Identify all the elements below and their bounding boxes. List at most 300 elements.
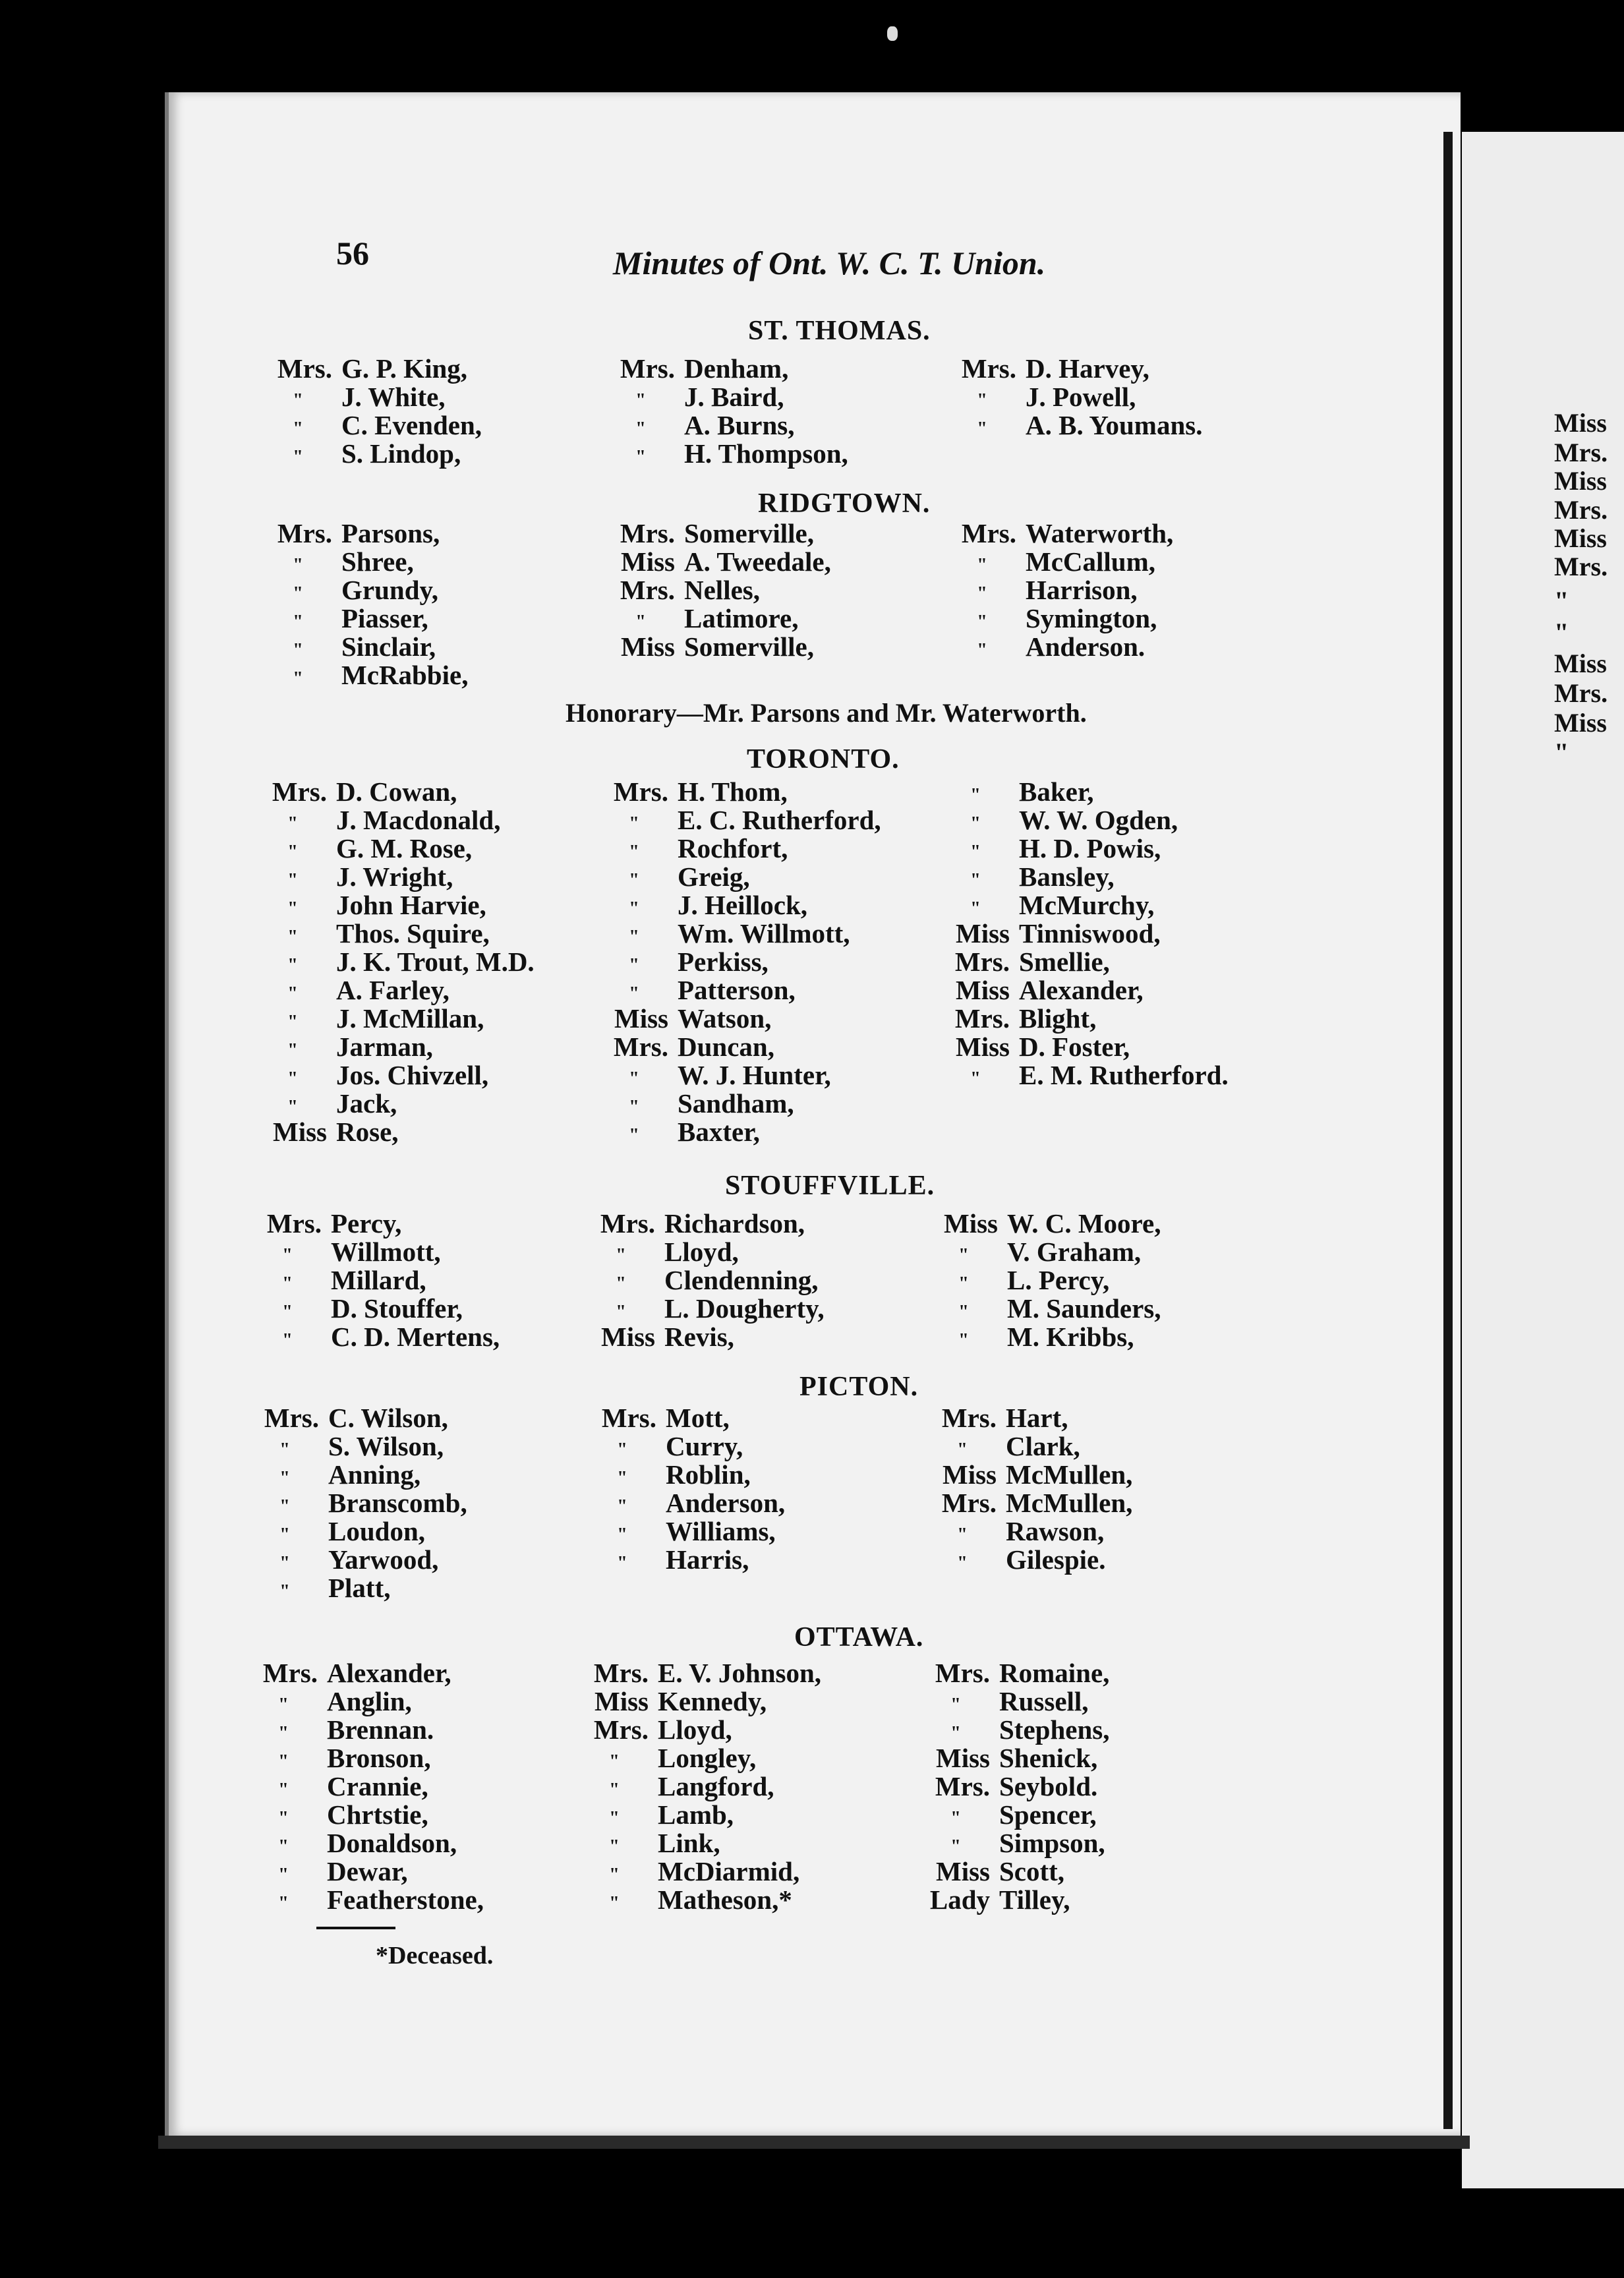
member-title: " [278, 1865, 289, 1885]
member-title: " [629, 983, 639, 1004]
member-title: " [609, 1836, 620, 1857]
member-name: Greig, [678, 862, 750, 892]
member-name: Lloyd, [664, 1237, 739, 1267]
member-title: " [287, 927, 298, 947]
member-entry [580, 1857, 821, 1886]
member-title: " [287, 955, 298, 976]
member-name: Wm. Willmott, [678, 918, 850, 949]
member-entry [928, 1432, 1132, 1461]
member-title: " [977, 583, 987, 604]
member-name: McRabbie, [341, 660, 469, 690]
member-title: " [616, 1302, 626, 1322]
member-title: Mrs. [262, 1658, 318, 1688]
member-title: Mrs. [601, 1403, 656, 1433]
member-entry [249, 1857, 484, 1886]
member-title: " [617, 1468, 627, 1488]
member-entry [606, 440, 848, 468]
member-name: Bansley, [1019, 862, 1115, 892]
member-entry [249, 1801, 484, 1829]
member-entry [921, 1744, 1109, 1772]
member-title: Mrs. [593, 1658, 649, 1688]
member-title: " [617, 1525, 627, 1545]
member-entry [250, 1432, 467, 1461]
member-name: Duncan, [678, 1032, 774, 1062]
member-name: D. Foster, [1019, 1032, 1130, 1062]
member-title: " [635, 612, 646, 632]
member-name: A. Farley, [336, 975, 450, 1005]
member-title: " [282, 1302, 293, 1322]
member-name: McDiarmid, [658, 1856, 800, 1886]
member-title: Mrs. [620, 353, 675, 384]
member-title: Mrs. [961, 353, 1016, 384]
member-entry [941, 1005, 1229, 1033]
member-entry [941, 976, 1229, 1005]
member-title: " [950, 1723, 961, 1743]
member-name: V. Graham, [1007, 1237, 1142, 1267]
member-name: J. Heillock, [678, 890, 808, 920]
member-title: " [279, 1553, 290, 1573]
member-title: " [970, 785, 981, 805]
picton-column-2 [588, 1404, 785, 1574]
member-name: Harris, [666, 1544, 749, 1575]
member-name: A. Tweedale, [684, 546, 831, 577]
facing-page-title: Mrs. [1554, 678, 1608, 708]
member-title: " [958, 1245, 969, 1266]
member-name: Alexander, [1019, 975, 1144, 1005]
member-title: Miss [594, 1686, 649, 1716]
member-name: Lloyd, [658, 1714, 732, 1745]
member-title: " [977, 555, 987, 575]
member-entry [580, 1886, 821, 1914]
member-entry [258, 891, 535, 920]
member-entry [941, 834, 1229, 863]
member-title: Mrs. [272, 776, 327, 807]
member-name: Somerville, [684, 631, 814, 662]
member-name: Somerville, [684, 518, 814, 548]
member-name: Percy, [331, 1208, 402, 1239]
member-entry [948, 355, 1202, 383]
member-entry [249, 1744, 484, 1772]
member-entry [258, 1118, 535, 1146]
member-name: McCallum, [1026, 546, 1155, 577]
member-entry [600, 948, 881, 976]
member-entry [941, 1061, 1229, 1090]
member-entry [928, 1546, 1132, 1574]
member-name: Seybold. [999, 1771, 1098, 1801]
member-entry [249, 1659, 484, 1687]
facing-page-title: " [1554, 618, 1569, 647]
page-bottom-edge [158, 2136, 1470, 2149]
member-title: " [293, 419, 303, 439]
member-title: " [629, 1097, 639, 1117]
member-name: Scott, [999, 1856, 1065, 1886]
member-entry [250, 1517, 467, 1546]
member-entry [580, 1687, 821, 1716]
member-entry [250, 1546, 467, 1574]
member-entry [258, 806, 535, 834]
member-title: Mrs. [941, 1488, 997, 1518]
member-title: " [279, 1468, 290, 1488]
member-title: Miss [273, 1117, 327, 1147]
member-name: Williams, [666, 1516, 776, 1546]
member-title: Mrs. [941, 1403, 997, 1433]
member-name: S. Lindop, [341, 438, 461, 469]
member-title: " [957, 1525, 968, 1545]
facing-page-title: Mrs. [1554, 552, 1608, 581]
member-entry [258, 1061, 535, 1090]
member-title: " [287, 870, 298, 891]
toronto-column-3 [941, 778, 1229, 1090]
member-entry [600, 1061, 881, 1090]
member-entry [250, 1461, 467, 1489]
member-entry [928, 1404, 1132, 1432]
page-number: 56 [336, 235, 369, 272]
member-title: Miss [956, 918, 1010, 949]
member-name: Dewar, [327, 1856, 408, 1886]
member-title: " [977, 390, 987, 411]
member-title: Mrs. [935, 1658, 990, 1688]
member-name: Rochfort, [678, 833, 788, 863]
member-name: Piasser, [341, 603, 428, 633]
member-entry [929, 1238, 1161, 1266]
member-name: J. K. Trout, M.D. [336, 947, 535, 977]
member-name: Thos. Squire, [336, 918, 490, 949]
member-name: Tilley, [999, 1884, 1070, 1915]
member-entry [600, 863, 881, 891]
member-entry [928, 1517, 1132, 1546]
member-title: " [629, 898, 639, 919]
member-title: " [278, 1695, 289, 1715]
member-title: " [950, 1695, 961, 1715]
member-name: Rawson, [1006, 1516, 1105, 1546]
member-entry [249, 1772, 484, 1801]
member-name: W. C. Moore, [1007, 1208, 1161, 1239]
section-title-ridgtown: RIDGTOWN. [758, 488, 931, 519]
member-title: " [617, 1496, 627, 1517]
member-title: " [293, 447, 303, 467]
member-title: " [609, 1893, 620, 1913]
member-title: " [609, 1780, 620, 1800]
member-title: " [977, 419, 987, 439]
member-entry [249, 1687, 484, 1716]
member-entry [941, 920, 1229, 948]
member-name: Chrtstie, [327, 1799, 428, 1830]
member-name: Link, [658, 1828, 720, 1858]
facing-page-title: Mrs. [1554, 438, 1608, 467]
member-entry [588, 1404, 785, 1432]
member-entry [258, 863, 535, 891]
member-name: Symington, [1026, 603, 1157, 633]
member-entry [264, 661, 468, 689]
member-name: J. Wright, [336, 862, 453, 892]
member-title: Mrs. [954, 947, 1010, 977]
ridgtown-column-2 [606, 519, 831, 661]
member-title: Miss [936, 1743, 990, 1773]
member-name: G. M. Rose, [336, 833, 473, 863]
member-name: Latimore, [684, 603, 799, 633]
member-entry [941, 863, 1229, 891]
member-entry [264, 519, 468, 548]
ridgtown-column-1 [264, 519, 468, 689]
member-title: Mrs. [961, 518, 1016, 548]
member-title: " [950, 1808, 961, 1828]
member-name: D. Stouffer, [331, 1293, 463, 1324]
member-name: Romaine, [999, 1658, 1110, 1688]
member-name: Platt, [328, 1573, 391, 1603]
member-entry [580, 1829, 821, 1857]
member-title: " [282, 1245, 293, 1266]
member-entry [921, 1829, 1109, 1857]
member-entry [258, 1005, 535, 1033]
member-name: A. B. Youmans. [1026, 410, 1203, 440]
member-title: " [970, 1068, 981, 1089]
member-entry [928, 1489, 1132, 1517]
member-title: Mrs. [620, 518, 675, 548]
member-name: Gilespie. [1006, 1544, 1106, 1575]
member-entry [249, 1716, 484, 1744]
member-name: McMurchy, [1019, 890, 1155, 920]
member-title: Mrs. [277, 353, 332, 384]
member-title: " [617, 1440, 627, 1460]
member-name: Kennedy, [658, 1686, 767, 1716]
member-entry [929, 1210, 1161, 1238]
member-name: Sinclair, [341, 631, 436, 662]
member-name: Baker, [1019, 776, 1094, 807]
member-entry [600, 920, 881, 948]
member-entry [606, 355, 848, 383]
member-name: Bronson, [327, 1743, 431, 1773]
member-name: Curry, [666, 1431, 743, 1461]
member-entry [588, 1517, 785, 1546]
member-name: G. P. King, [341, 353, 468, 384]
member-entry [253, 1266, 500, 1295]
member-title: Mrs. [600, 1208, 655, 1239]
member-name: Waterworth, [1026, 518, 1174, 548]
member-title: " [616, 1273, 626, 1294]
stouffville-column-1 [253, 1210, 500, 1351]
ottawa-column-2 [580, 1659, 821, 1914]
member-name: E. V. Johnson, [658, 1658, 822, 1688]
member-title: " [293, 612, 303, 632]
member-name: Baxter, [678, 1117, 760, 1147]
facing-page-title: Miss [1554, 649, 1607, 678]
member-name: E. M. Rutherford. [1019, 1060, 1229, 1090]
member-name: Jos. Chivzell, [336, 1060, 489, 1090]
member-title: " [629, 813, 639, 834]
member-entry [253, 1295, 500, 1323]
member-entry [948, 519, 1173, 548]
member-entry [258, 778, 535, 806]
member-name: Anning, [328, 1459, 421, 1490]
member-entry [587, 1323, 825, 1351]
toronto-column-1 [258, 778, 535, 1146]
member-entry [580, 1772, 821, 1801]
member-entry [264, 383, 482, 411]
member-title: " [616, 1245, 626, 1266]
member-entry [606, 548, 831, 576]
member-entry [258, 834, 535, 863]
member-entry [253, 1210, 500, 1238]
member-title: " [279, 1496, 290, 1517]
member-name: Patterson, [678, 975, 796, 1005]
member-name: W. W. Ogden, [1019, 805, 1178, 835]
member-name: Longley, [658, 1743, 757, 1773]
member-title: Lady [929, 1884, 990, 1915]
ottawa-column-1 [249, 1659, 484, 1914]
member-name: Millard, [331, 1265, 426, 1295]
member-name: Lamb, [658, 1799, 734, 1830]
member-title: " [278, 1893, 289, 1913]
member-entry [948, 604, 1173, 633]
member-entry [264, 548, 468, 576]
member-title: Mrs. [264, 1403, 319, 1433]
member-entry [606, 604, 831, 633]
member-title: " [287, 898, 298, 919]
member-entry [580, 1744, 821, 1772]
member-title: " [970, 870, 981, 891]
member-title: Miss [944, 1208, 998, 1239]
member-name: McMullen, [1006, 1488, 1133, 1518]
running-head: Minutes of Ont. W. C. T. Union. [613, 245, 1046, 281]
member-entry [258, 920, 535, 948]
member-entry [264, 355, 482, 383]
member-entry [600, 1005, 881, 1033]
member-title: " [287, 1097, 298, 1117]
member-title: " [977, 612, 987, 632]
member-name: C. D. Mertens, [331, 1322, 500, 1352]
member-title: " [635, 390, 646, 411]
member-entry [941, 806, 1229, 834]
member-title: Miss [621, 546, 675, 577]
member-title: " [278, 1836, 289, 1857]
member-name: Shree, [341, 546, 414, 577]
member-entry [948, 383, 1202, 411]
member-entry [606, 633, 831, 661]
member-name: J. Macdonald, [336, 805, 501, 835]
facing-page-title: Miss [1554, 408, 1607, 438]
member-name: Watson, [678, 1003, 772, 1034]
member-entry [580, 1659, 821, 1687]
member-title: Mrs. [266, 1208, 322, 1239]
member-entry [587, 1295, 825, 1323]
member-title: " [278, 1808, 289, 1828]
member-entry [921, 1772, 1109, 1801]
member-entry [587, 1266, 825, 1295]
member-title: " [293, 583, 303, 604]
member-name: Hart, [1006, 1403, 1068, 1433]
member-name: C. Wilson, [328, 1403, 448, 1433]
member-title: " [279, 1525, 290, 1545]
member-name: A. Burns, [684, 410, 795, 440]
member-title: Miss [942, 1459, 997, 1490]
member-entry [264, 440, 482, 468]
member-title: " [629, 955, 639, 976]
member-entry [250, 1574, 467, 1602]
member-name: Brennan. [327, 1714, 434, 1745]
member-title: Miss [956, 1032, 1010, 1062]
member-name: S. Wilson, [328, 1431, 444, 1461]
member-title: " [970, 842, 981, 862]
member-title: " [957, 1440, 968, 1460]
member-entry [580, 1716, 821, 1744]
member-name: Yarwood, [328, 1544, 439, 1575]
member-title: " [629, 870, 639, 891]
member-name: Russell, [999, 1686, 1089, 1716]
member-title: " [629, 927, 639, 947]
member-entry [606, 576, 831, 604]
member-entry [921, 1687, 1109, 1716]
member-entry [264, 633, 468, 661]
member-entry [249, 1886, 484, 1914]
member-entry [606, 383, 848, 411]
facing-page [1462, 132, 1624, 2188]
facing-page-title: Miss [1554, 523, 1607, 553]
picton-column-3 [928, 1404, 1132, 1574]
member-name: Perkiss, [678, 947, 768, 977]
ridgtown-column-3 [948, 519, 1173, 661]
ottawa-column-3 [921, 1659, 1109, 1914]
member-name: Harrison, [1026, 575, 1138, 605]
member-entry [941, 1033, 1229, 1061]
member-entry [606, 519, 831, 548]
member-name: Simpson, [999, 1828, 1105, 1858]
member-title: " [279, 1440, 290, 1460]
member-title: Mrs. [613, 1032, 668, 1062]
member-name: Nelles, [684, 575, 760, 605]
member-title: " [629, 842, 639, 862]
member-name: D. Cowan, [336, 776, 457, 807]
member-name: Tinniswood, [1019, 918, 1161, 949]
member-name: Richardson, [664, 1208, 805, 1239]
member-name: Rose, [336, 1117, 399, 1147]
member-title: Mrs. [954, 1003, 1010, 1034]
facing-page-title: " [1554, 586, 1569, 616]
member-name: Roblin, [666, 1459, 751, 1490]
member-title: " [287, 1040, 298, 1061]
facing-page-title: " [1554, 738, 1569, 767]
member-title: Miss [936, 1856, 990, 1886]
member-name: Langford, [658, 1771, 774, 1801]
member-entry [250, 1489, 467, 1517]
member-entry [258, 948, 535, 976]
member-entry [948, 411, 1202, 440]
section-title-st-thomas: ST. THOMAS. [748, 316, 931, 346]
member-title: Mrs. [620, 575, 675, 605]
member-entry [600, 976, 881, 1005]
member-entry [587, 1210, 825, 1238]
member-entry [921, 1716, 1109, 1744]
member-name: Branscomb, [328, 1488, 467, 1518]
member-title: " [635, 419, 646, 439]
member-name: H. D. Powis, [1019, 833, 1161, 863]
member-name: E. C. Rutherford, [678, 805, 881, 835]
member-entry [606, 411, 848, 440]
member-entry [921, 1857, 1109, 1886]
member-title: Mrs. [277, 518, 332, 548]
member-title: " [617, 1553, 627, 1573]
member-entry [588, 1489, 785, 1517]
member-name: Anderson. [1026, 631, 1146, 662]
member-title: " [287, 842, 298, 862]
member-entry [600, 1090, 881, 1118]
member-title: " [287, 1012, 298, 1032]
member-title: " [293, 390, 303, 411]
member-entry [253, 1238, 500, 1266]
member-name: Jack, [336, 1088, 397, 1119]
member-entry [948, 576, 1173, 604]
member-entry [929, 1323, 1161, 1351]
member-entry [258, 1033, 535, 1061]
